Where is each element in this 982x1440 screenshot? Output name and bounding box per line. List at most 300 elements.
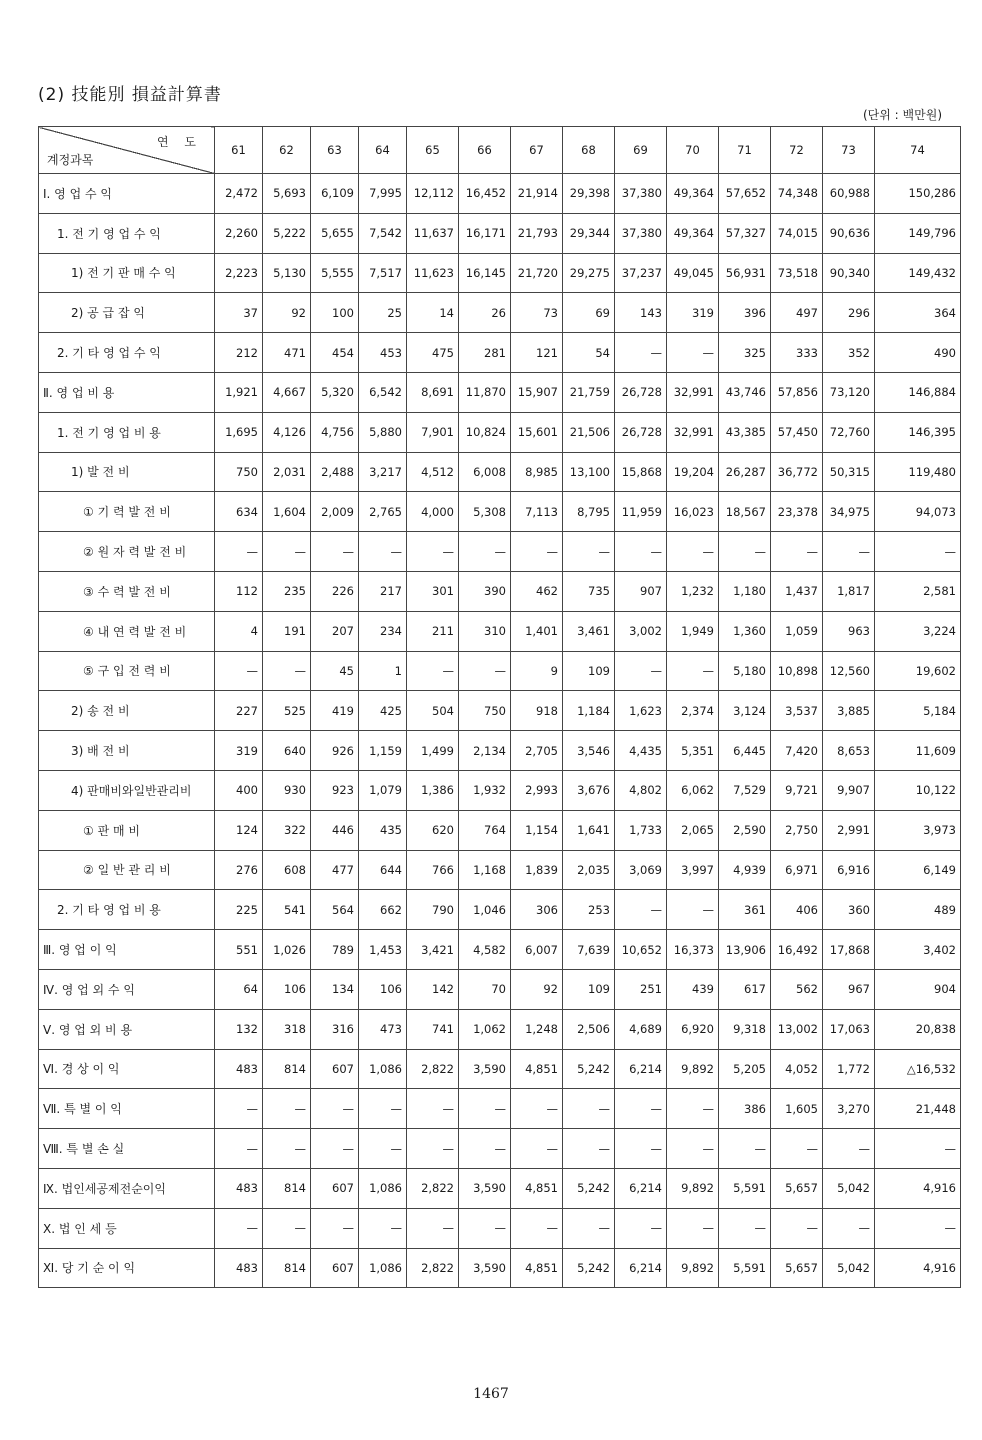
value-cell: — [875,532,961,572]
value-cell: 2,822 [407,1049,459,1089]
value-cell: — [215,532,263,572]
value-cell: 37 [215,293,263,333]
value-cell: 74,015 [771,213,823,253]
value-cell: 1,086 [359,1248,407,1288]
value-cell: 149,796 [875,213,961,253]
value-cell: 319 [667,293,719,333]
value-cell: 70 [459,969,511,1009]
value-cell: 425 [359,691,407,731]
value-cell: 54 [563,333,615,373]
value-cell: 3,537 [771,691,823,731]
value-cell: 406 [771,890,823,930]
account-label: Ⅴ. 영 업 외 비 용 [39,1009,215,1049]
value-cell: 106 [263,969,311,1009]
value-cell: 26,287 [719,452,771,492]
value-cell: 3,973 [875,810,961,850]
value-cell: 963 [823,611,875,651]
value-cell: 562 [771,969,823,1009]
value-cell: 497 [771,293,823,333]
value-cell: 60,988 [823,174,875,214]
account-label: 1. 전 기 영 업 비 용 [39,412,215,452]
value-cell: 2,260 [215,213,263,253]
value-cell: 1,184 [563,691,615,731]
value-cell: 17,063 [823,1009,875,1049]
value-cell: 5,042 [823,1248,875,1288]
value-cell: 1,026 [263,930,311,970]
value-cell: 310 [459,611,511,651]
value-cell: 5,205 [719,1049,771,1089]
value-cell: 490 [875,333,961,373]
value-cell: 4,000 [407,492,459,532]
value-cell: — [615,333,667,373]
account-label: 2) 송 전 비 [39,691,215,731]
value-cell: 2,991 [823,810,875,850]
account-label: 1. 전 기 영 업 수 익 [39,213,215,253]
value-cell: 20,838 [875,1009,961,1049]
value-cell: 4,916 [875,1248,961,1288]
value-cell: 1 [359,651,407,691]
value-cell: 72,760 [823,412,875,452]
value-cell: 419 [311,691,359,731]
value-cell: 319 [215,731,263,771]
value-cell: 1,159 [359,731,407,771]
value-cell: — [459,1129,511,1169]
value-cell: 21,720 [511,253,563,293]
value-cell: 541 [263,890,311,930]
year-header: 68 [563,127,615,174]
year-header: 62 [263,127,311,174]
value-cell: 3,270 [823,1089,875,1129]
table-row [39,1049,961,1089]
value-cell: — [407,532,459,572]
value-cell: 6,214 [615,1049,667,1089]
year-header: 63 [311,127,359,174]
value-cell: 9 [511,651,563,691]
value-cell: 2,134 [459,731,511,771]
value-cell: 16,171 [459,213,511,253]
year-header: 69 [615,127,667,174]
value-cell: 13,906 [719,930,771,970]
value-cell: 9,907 [823,770,875,810]
value-cell: 4,052 [771,1049,823,1089]
value-cell: 6,109 [311,174,359,214]
value-cell: 191 [263,611,311,651]
value-cell: 29,398 [563,174,615,214]
value-cell: 57,856 [771,372,823,412]
value-cell: 26,728 [615,372,667,412]
value-cell: 483 [215,1049,263,1089]
value-cell: — [459,1208,511,1248]
value-cell: 16,492 [771,930,823,970]
value-cell: 5,591 [719,1168,771,1208]
table-row [39,930,961,970]
value-cell: 21,759 [563,372,615,412]
account-axis-label: 계정과목 [47,153,94,167]
value-cell: 477 [311,850,359,890]
value-cell: — [823,1129,875,1169]
value-cell: 5,351 [667,731,719,771]
value-cell: 620 [407,810,459,850]
account-label: ④ 내 연 력 발 전 비 [39,611,215,651]
value-cell: 73 [511,293,563,333]
value-cell: 43,746 [719,372,771,412]
value-cell: 227 [215,691,263,731]
value-cell: 17,868 [823,930,875,970]
value-cell: — [311,532,359,572]
year-header: 72 [771,127,823,174]
value-cell: 5,180 [719,651,771,691]
value-cell: 3,124 [719,691,771,731]
value-cell: 1,086 [359,1049,407,1089]
value-cell: 1,437 [771,571,823,611]
value-cell: 29,344 [563,213,615,253]
value-cell: 3,590 [459,1168,511,1208]
value-cell: — [615,651,667,691]
value-cell: 92 [511,969,563,1009]
value-cell: 766 [407,850,459,890]
value-cell: — [823,1208,875,1248]
value-cell: — [875,1129,961,1169]
value-cell: 9,892 [667,1248,719,1288]
value-cell: 333 [771,333,823,373]
value-cell: 764 [459,810,511,850]
account-label: 1) 전 기 판 매 수 익 [39,253,215,293]
value-cell: 3,069 [615,850,667,890]
value-cell: 6,214 [615,1168,667,1208]
value-cell: 15,868 [615,452,667,492]
value-cell: 364 [875,293,961,333]
account-label: ① 기 력 발 전 비 [39,492,215,532]
value-cell: 7,639 [563,930,615,970]
value-cell: 92 [263,293,311,333]
account-label: Ⅲ. 영 업 이 익 [39,930,215,970]
value-cell: 1,623 [615,691,667,731]
value-cell: 5,242 [563,1248,615,1288]
value-cell: 4 [215,611,263,651]
value-cell: 2,223 [215,253,263,293]
value-cell: 13,100 [563,452,615,492]
value-cell: — [459,532,511,572]
value-cell: 607 [311,1049,359,1089]
value-cell: 5,880 [359,412,407,452]
value-cell: 143 [615,293,667,333]
value-cell: 212 [215,333,263,373]
value-cell: — [667,532,719,572]
value-cell: 1,154 [511,810,563,850]
value-cell: 2,822 [407,1168,459,1208]
value-cell: 36,772 [771,452,823,492]
value-cell: 790 [407,890,459,930]
account-label: Ⅵ. 경 상 이 익 [39,1049,215,1089]
value-cell: 361 [719,890,771,930]
value-cell: 69 [563,293,615,333]
value-cell: 1,641 [563,810,615,850]
account-label: ① 판 매 비 [39,810,215,850]
table-row [39,333,961,373]
value-cell: 146,395 [875,412,961,452]
value-cell: 318 [263,1009,311,1049]
value-cell: 483 [215,1168,263,1208]
account-label: Ⅷ. 특 별 손 실 [39,1129,215,1169]
value-cell: — [407,1208,459,1248]
account-label: ③ 수 력 발 전 비 [39,571,215,611]
value-cell: 121 [511,333,563,373]
table-row [39,969,961,1009]
value-cell: 15,907 [511,372,563,412]
value-cell: 16,145 [459,253,511,293]
table-row [39,1248,961,1288]
value-cell: 5,308 [459,492,511,532]
value-cell: 235 [263,571,311,611]
value-cell: 5,655 [311,213,359,253]
table-row [39,890,961,930]
value-cell: 4,939 [719,850,771,890]
value-cell: 21,914 [511,174,563,214]
value-cell: 2,506 [563,1009,615,1049]
value-cell: 473 [359,1009,407,1049]
value-cell: — [511,1129,563,1169]
value-cell: 453 [359,333,407,373]
value-cell: 471 [263,333,311,373]
value-cell: 5,242 [563,1049,615,1089]
value-cell: 57,450 [771,412,823,452]
value-cell: 9,721 [771,770,823,810]
value-cell: — [667,890,719,930]
table-row [39,1168,961,1208]
table-row [39,651,961,691]
value-cell: — [263,1208,311,1248]
value-cell: 4,802 [615,770,667,810]
value-cell: 49,045 [667,253,719,293]
value-cell: — [215,1129,263,1169]
value-cell: — [359,1089,407,1129]
value-cell: 454 [311,333,359,373]
value-cell: — [459,1089,511,1129]
value-cell: 74,348 [771,174,823,214]
value-cell: 109 [563,969,615,1009]
value-cell: 25 [359,293,407,333]
value-cell: 57,652 [719,174,771,214]
value-cell: 8,653 [823,731,875,771]
value-cell: 5,555 [311,253,359,293]
value-cell: 18,567 [719,492,771,532]
value-cell: 1,772 [823,1049,875,1089]
value-cell: 134 [311,969,359,1009]
year-header: 64 [359,127,407,174]
year-header: 74 [875,127,961,174]
value-cell: 1,168 [459,850,511,890]
value-cell: 124 [215,810,263,850]
value-cell: 1,360 [719,611,771,651]
value-cell: 617 [719,969,771,1009]
value-cell: 3,421 [407,930,459,970]
value-cell: 57,327 [719,213,771,253]
value-cell: 2,590 [719,810,771,850]
value-cell: 360 [823,890,875,930]
value-cell: 1,386 [407,770,459,810]
value-cell: 967 [823,969,875,1009]
value-cell: 4,916 [875,1168,961,1208]
value-cell: — [407,651,459,691]
value-cell: 489 [875,890,961,930]
table-row [39,372,961,412]
value-cell: 3,590 [459,1049,511,1089]
year-header: 71 [719,127,771,174]
value-cell: 26,728 [615,412,667,452]
account-label: 4) 판매비와일반관리비 [39,770,215,810]
value-cell: 564 [311,890,359,930]
value-cell: 4,851 [511,1248,563,1288]
value-cell: — [311,1129,359,1169]
value-cell: 16,373 [667,930,719,970]
value-cell: 446 [311,810,359,850]
value-cell: 1,817 [823,571,875,611]
value-cell: — [771,1129,823,1169]
value-cell: 1,921 [215,372,263,412]
account-label: 2) 공 급 잡 익 [39,293,215,333]
value-cell: 301 [407,571,459,611]
value-cell: 112 [215,571,263,611]
value-cell: 435 [359,810,407,850]
value-cell: 8,691 [407,372,459,412]
value-cell: 918 [511,691,563,731]
value-cell: 5,222 [263,213,311,253]
value-cell: 607 [311,1168,359,1208]
value-cell: 7,901 [407,412,459,452]
value-cell: 551 [215,930,263,970]
table-row [39,293,961,333]
account-label: Ⅰ. 영 업 수 익 [39,174,215,214]
value-cell: 16,023 [667,492,719,532]
value-cell: 150,286 [875,174,961,214]
page-number: 1467 [473,1386,509,1402]
value-cell: 6,007 [511,930,563,970]
value-cell: 5,693 [263,174,311,214]
value-cell: — [263,1089,311,1129]
value-cell: 662 [359,890,407,930]
value-cell: 226 [311,571,359,611]
value-cell: 50,315 [823,452,875,492]
unit-note: (단위 : 백만원) [863,108,942,122]
value-cell: 56,931 [719,253,771,293]
value-cell: 10,652 [615,930,667,970]
value-cell: 9,892 [667,1168,719,1208]
account-label: 3) 배 전 비 [39,731,215,771]
value-cell: 608 [263,850,311,890]
value-cell: — [563,1208,615,1248]
year-header: 73 [823,127,875,174]
value-cell: 19,602 [875,651,961,691]
value-cell: 45 [311,651,359,691]
value-cell: 741 [407,1009,459,1049]
value-cell: 4,126 [263,412,311,452]
value-cell: 296 [823,293,875,333]
corner-header-cell [39,127,215,174]
value-cell: 3,002 [615,611,667,651]
value-cell: 1,079 [359,770,407,810]
table-row [39,691,961,731]
value-cell: 26 [459,293,511,333]
value-cell: — [215,1208,263,1248]
value-cell: — [667,1089,719,1129]
value-cell: 6,542 [359,372,407,412]
table-row [39,1208,961,1248]
value-cell: — [215,1089,263,1129]
value-cell: 2,009 [311,492,359,532]
value-cell: 525 [263,691,311,731]
value-cell: 475 [407,333,459,373]
value-cell: 21,506 [563,412,615,452]
value-cell: 3,217 [359,452,407,492]
table-row [39,731,961,771]
table-row [39,412,961,452]
value-cell: 23,378 [771,492,823,532]
value-cell: 29,275 [563,253,615,293]
value-cell: 15,601 [511,412,563,452]
value-cell: 1,839 [511,850,563,890]
value-cell: — [719,532,771,572]
value-cell: 4,851 [511,1049,563,1089]
value-cell: 2,031 [263,452,311,492]
value-cell: 4,851 [511,1168,563,1208]
value-cell: — [667,1208,719,1248]
account-label: ⑤ 구 입 전 력 비 [39,651,215,691]
value-cell: 9,318 [719,1009,771,1049]
value-cell: 1,180 [719,571,771,611]
value-cell: 207 [311,611,359,651]
table-row [39,492,961,532]
value-cell: 217 [359,571,407,611]
value-cell: 3,224 [875,611,961,651]
account-label: ② 원 자 력 발 전 비 [39,532,215,572]
value-cell: — [719,1129,771,1169]
value-cell: 32,991 [667,412,719,452]
value-cell: 325 [719,333,771,373]
value-cell: 5,657 [771,1168,823,1208]
value-cell: 3,885 [823,691,875,731]
value-cell: 316 [311,1009,359,1049]
value-cell: 19,204 [667,452,719,492]
table-row [39,1089,961,1129]
table-row [39,1009,961,1049]
table-row [39,611,961,651]
value-cell: 16,452 [459,174,511,214]
value-cell: 322 [263,810,311,850]
table-body [39,174,961,1288]
account-label: ② 일 반 관 리 비 [39,850,215,890]
value-cell: 100 [311,293,359,333]
value-cell: 234 [359,611,407,651]
value-cell: 1,401 [511,611,563,651]
value-cell: 73,518 [771,253,823,293]
year-axis-label: 연 도 [157,135,202,149]
value-cell: 930 [263,770,311,810]
table-row [39,770,961,810]
value-cell: 386 [719,1089,771,1129]
value-cell: 4,512 [407,452,459,492]
account-label: 2. 기 타 영 업 수 익 [39,333,215,373]
value-cell: 5,591 [719,1248,771,1288]
value-cell: 64 [215,969,263,1009]
value-cell: 37,237 [615,253,667,293]
value-cell: 607 [311,1248,359,1288]
value-cell: — [263,1129,311,1169]
value-cell: 1,605 [771,1089,823,1129]
table-row [39,174,961,214]
value-cell: 106 [359,969,407,1009]
value-cell: 12,112 [407,174,459,214]
table-row [39,1129,961,1169]
